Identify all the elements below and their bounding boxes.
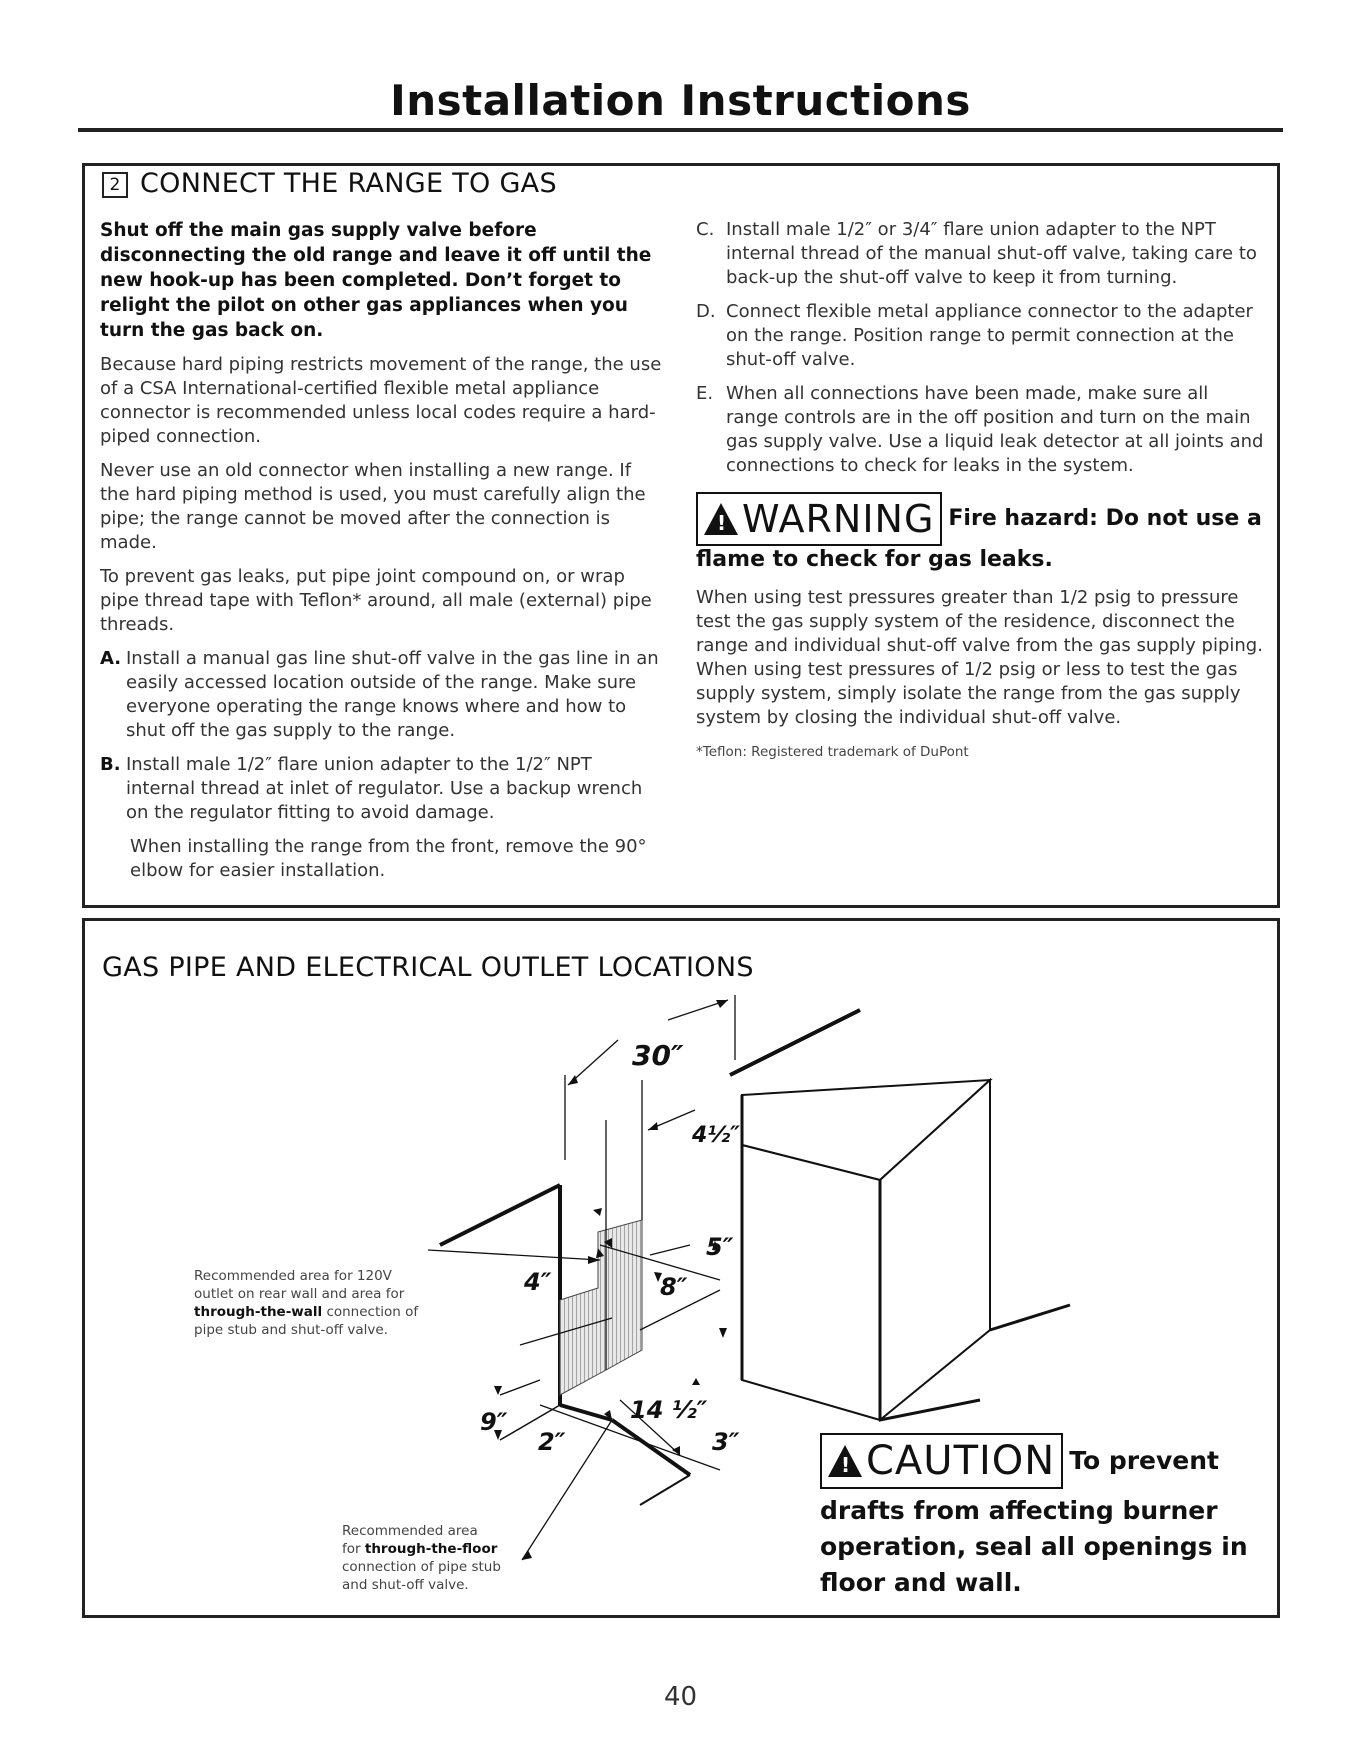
step-e-text: When all connections have been made, make sure all range controls are in the off position and turn on the main gas supply valve. Use a liquid leak detector at all joints and connections to check for leaks in the system.: [726, 383, 1264, 476]
dim-4-5: 4½″: [692, 1123, 740, 1148]
warning-signal-word: WARNING: [742, 497, 935, 541]
pipe-compound-paragraph: To prevent gas leaks, put pipe joint compound on, or wrap pipe thread tape with Teflon* around, all male (external) pipe threads.: [100, 566, 652, 635]
dim-14-5: 14 ½″: [630, 1396, 708, 1424]
caution-lead: To prevent: [1069, 1446, 1220, 1475]
dim-4: 4″: [524, 1268, 552, 1296]
caution-signal-word: CAUTION: [866, 1438, 1056, 1484]
dim-8: 8″: [660, 1273, 688, 1301]
wall-callout: [194, 1267, 444, 1339]
hard-piping-paragraph: Because hard piping restricts movement of the range, the use of a CSA International-certified flexible metal appliance connector is recommended unless local codes require a hard-piped connection.: [100, 354, 662, 447]
caution-header: [820, 1433, 1270, 1489]
floor-callout-line4: and shut-off valve.: [342, 1577, 469, 1593]
step-number-icon: 2: [102, 172, 128, 198]
wall-callout-line3-rest: connection of: [322, 1304, 419, 1320]
caution-triangle-icon: [828, 1445, 862, 1477]
step-b-text: Install male 1/2″ flare union adapter to the 1/2″ NPT internal thread at inlet of regulator. Use a backup wrench on the regulator fitting to avoid damage.: [126, 754, 643, 823]
step-b-label: B.: [100, 754, 121, 775]
step-a-text: Install a manual gas line shut-off valve in the gas line in an easily accessed location outside of the range. Make sure everyone operating the range knows where and how to shut off the gas supply to the range.: [126, 648, 659, 741]
floor-callout: [342, 1522, 542, 1594]
page-number: 40: [663, 1682, 698, 1712]
step-d-text: Connect flexible metal appliance connector to the adapter on the range. Position range to permit connection at the shut-off valve.: [726, 301, 1253, 370]
step-d-label: D.: [696, 301, 716, 322]
floor-callout-line1: Recommended area: [342, 1523, 478, 1539]
floor-callout-line2: [342, 1540, 542, 1558]
wall-callout-line4: pipe stub and shut-off valve.: [194, 1322, 388, 1338]
old-connector-paragraph: Never use an old connector when installing a new range. If the hard piping method is used, you must carefully align the pipe; the range cannot be moved after the connection is made.: [100, 460, 646, 553]
caution-rest: drafts from affecting burner operation, seal all openings in floor and wall.: [820, 1496, 1248, 1597]
through-the-floor-term: through-the-floor: [364, 1541, 498, 1557]
teflon-footnote: *Teflon: Registered trademark of DuPont: [696, 744, 969, 760]
step-e-label: E.: [696, 383, 714, 404]
through-the-wall-term: through-the-wall: [194, 1304, 323, 1320]
step-b-note: When installing the range from the front, remove the 90° elbow for easier installation.: [130, 836, 647, 881]
caution-notice: [820, 1433, 1270, 1601]
wall-callout-line1: Recommended area for 120V: [194, 1268, 392, 1284]
warning-lead: Fire hazard: Do not use a: [948, 506, 1262, 531]
floor-callout-line3: connection of pipe stub: [342, 1559, 501, 1575]
dim-5: 5″: [706, 1233, 734, 1261]
caution-signal: [820, 1433, 1063, 1489]
step-c-label: C.: [696, 219, 715, 240]
step-c-text: Install male 1/2″ or 3/4″ flare union adapter to the NPT internal thread of the manual shut-off valve, taking care to back-up the shut-off valve to keep it from turning.: [726, 219, 1257, 288]
connect-gas-heading-text: CONNECT THE RANGE TO GAS: [140, 168, 557, 199]
dim-2: 2″: [538, 1428, 566, 1456]
step-a-label: A.: [100, 648, 122, 669]
warning-body: When using test pressures greater than 1/2 psig to pressure test the gas supply system of the residence, disconnect the range and individual shut-off valve from the gas supply piping. When using test pressures of 1/2 psig or less to test the gas supply system, simply isolate the range from the gas supply system by closing the individual shut-off valve.: [696, 587, 1263, 728]
warning-lead-rest: flame to check for gas leaks.: [696, 547, 1053, 572]
shutoff-intro: Shut off the main gas supply valve before disconnecting the old range and leave it off until the new hook-up has been completed. Don’t forget to relight the pilot on other gas appliances when you turn the gas back on.: [100, 220, 652, 341]
dim-3: 3″: [712, 1428, 740, 1456]
page-title: Installation Instructions: [390, 76, 971, 125]
floor-callout-pre: for: [342, 1541, 365, 1557]
recommended-area-hatch: [560, 1220, 642, 1395]
range-cabinet: [730, 1010, 1070, 1420]
locations-heading: GAS PIPE AND ELECTRICAL OUTLET LOCATIONS: [102, 952, 754, 983]
wall-callout-line3: [194, 1303, 444, 1321]
dim-9: 9″: [480, 1408, 508, 1436]
dim-30: 30″: [632, 1039, 684, 1072]
wall-callout-line2: outlet on rear wall and area for: [194, 1286, 405, 1302]
